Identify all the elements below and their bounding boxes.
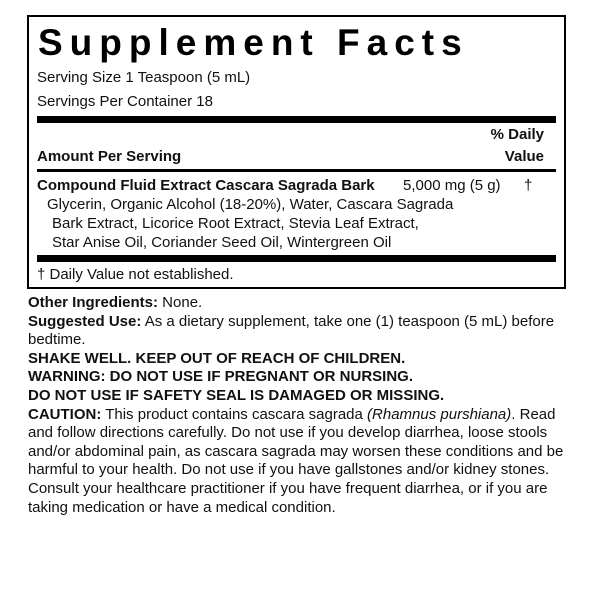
suggested-use-text: As a dietary supplement, take one (1) teaspoon (5 mL) before bedtime. xyxy=(28,312,555,349)
servings-per-container: Servings Per Container 18 xyxy=(37,93,213,110)
other-ingredients-text: None. xyxy=(158,294,203,311)
caution-label: CAUTION: xyxy=(28,405,102,423)
supplement-facts-panel xyxy=(27,15,566,289)
suggested-use-label: Suggested Use: xyxy=(28,312,142,330)
ingredient-sub-line: Glycerin, Organic Alcohol (18-20%), Water, Cascara Sagrada xyxy=(47,196,454,213)
suggested-use xyxy=(28,313,580,350)
caution-text-after: . Read and follow directions carefully. Do not use if you develop diarrhea, loose stools and/or abdominal pain, as cascara sagrada may worsen these conditions and be harmful to your health. Do not use if you have gallstones and/or kidney stones. Consult your healthcare practitioner if you have frequent diarrhea, or if you are taking medication or have a medical condition. xyxy=(28,405,564,516)
panel-title: Supplement Facts xyxy=(38,22,469,63)
ingredient-daily-value: † xyxy=(524,177,533,194)
caution xyxy=(28,406,580,518)
daily-value-header-line2: Value xyxy=(504,148,544,165)
caution-text-before: This product contains cascara sagrada xyxy=(101,405,368,423)
ingredient-sub-line: Star Anise Oil, Coriander Seed Oil, Wintergreen Oil xyxy=(52,234,392,251)
warning-line: WARNING: DO NOT USE IF PREGNANT OR NURSING. xyxy=(28,368,414,386)
other-ingredients xyxy=(28,294,580,313)
thick-divider xyxy=(37,255,556,262)
serving-size: Serving Size 1 Teaspoon (5 mL) xyxy=(37,69,251,86)
ingredient-amount: 5,000 mg (5 g) xyxy=(403,177,501,194)
other-ingredients-label: Other Ingredients: xyxy=(28,294,159,311)
caution-species: (Rhamnus purshiana) xyxy=(367,405,512,423)
warning-line: DO NOT USE IF SAFETY SEAL IS DAMAGED OR MISSING. xyxy=(28,386,445,404)
thick-divider xyxy=(37,116,556,123)
warning-line: SHAKE WELL. KEEP OUT OF REACH OF CHILDREN. xyxy=(28,349,406,367)
footnote: † Daily Value not established. xyxy=(37,266,234,283)
amount-per-serving: Amount Per Serving xyxy=(37,148,182,165)
ingredient-name: Compound Fluid Extract Cascara Sagrada Bark xyxy=(37,177,375,194)
ingredient-sub-line: Bark Extract, Licorice Root Extract, Stevia Leaf Extract, xyxy=(52,215,419,232)
medium-divider xyxy=(37,169,556,172)
label-text-block xyxy=(28,294,580,517)
daily-value-header-line1: % Daily xyxy=(490,126,544,143)
